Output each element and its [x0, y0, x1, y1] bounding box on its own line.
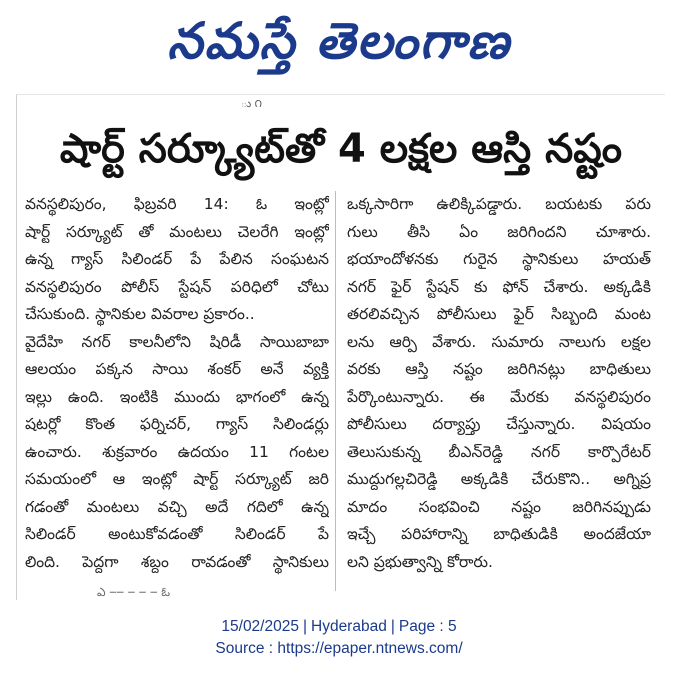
article-line: ఇల్లు ఉంది. ఇంటికి ముందు భాగంలో ఉన్న [25, 387, 329, 406]
footer-separator: | [302, 618, 307, 635]
article-line: షటర్లో కొంత ఫర్నిచర్, గ్యాస్ సిలిండర్లు [25, 415, 329, 433]
footer-page: Page : 5 [398, 618, 457, 635]
article-line: లను ఆర్పి వేశారు. సుమారు నాలుగు లక్షల [347, 332, 651, 351]
article-line: చేసుకుంది. స్థానికుల వివరాల ప్రకారం.. [25, 305, 255, 323]
article-line: సమయంలో ఆ ఇంట్లో షార్ట్ సర్క్యూట్ జరి [25, 470, 329, 488]
newspaper-masthead [0, 0, 678, 92]
footer-source[interactable]: Source : https://epaper.ntnews.com/ [215, 640, 463, 657]
footer-date: 15/02/2025 [221, 618, 299, 635]
footer-meta-line [0, 616, 678, 638]
article-line: ఉన్న గ్యాస్ సిలిండర్ పే పేలిన సంఘటన [25, 250, 329, 268]
article-line: నగర్ ఫైర్ స్టేషన్ కు ఫోన్ చేశారు. అక్కడికి [347, 277, 651, 296]
article-left-column [25, 191, 329, 576]
article-line: ఉంచారు. శుక్రవారం ఉదయం 11 గంటల [25, 442, 329, 461]
article-line: ఇచ్చే పరిహారాన్ని బాధితుడికి అందజేయా [347, 525, 651, 543]
article-line: ముద్దుగల్లచిరెడ్డి అక్కడికి చేరుకొని.. అగ్నిప్ర [347, 470, 651, 488]
footer-city: Hyderabad [311, 618, 387, 635]
article-line: లింది. పెద్దగా శబ్దం రావడంతో స్థానికులు [25, 552, 329, 571]
article-line: పోలీసులు దర్యాప్తు చేస్తున్నారు. విషయం [347, 415, 651, 433]
article-line: గడంతో మంటలు వచ్చి అదే గదిలో ఉన్న [25, 497, 329, 516]
footer-separator: | [390, 618, 395, 635]
article-line: వైదేహి నగర్ కాలనీలోని షిరిడీ సాయిబాబా [25, 332, 329, 351]
article-line: షార్ట్ సర్క్యూట్ తో మంటలు చెలరేగి ఇంట్లో [25, 222, 329, 241]
article-line: లని ప్రభుత్వాన్ని కోరారు. [347, 552, 493, 571]
article-headline: షార్ట్ సర్క్యూట్‌తో 4 లక్షల ఆస్తి నష్టం [59, 126, 623, 172]
clipping-bottom-fragment: ఎ ౼౼ ౼ ౼ ౼ ఓ [97, 585, 170, 599]
article-line: సిలిండర్ అంటుకోవడంతో సిలిండర్ పే [25, 525, 329, 543]
article-line: వనస్థలిపురం, ఫిబ్రవరి 14: ఓ ఇంట్లో [25, 195, 329, 213]
clipping-footer [0, 616, 678, 660]
article-line: తరలివచ్చిన పోలీసులు ఫైర్ సిబ్బంది మంట [347, 305, 651, 323]
column-divider [335, 191, 336, 591]
article-line: భయాందోళనకు గురైన స్థానికులు హయత్ [347, 250, 651, 268]
article-line: వరకు ఆస్తి నష్టం జరిగినట్లు బాధితులు [347, 360, 651, 378]
clipping-top-fragment: ు ౧ [241, 97, 262, 110]
article-line: తెలుసుకున్న బీఎన్‌రెడ్డి నగర్ కార్పొరేటర్ [347, 442, 651, 461]
article-right-column [347, 191, 651, 576]
newspaper-logo: నమస్తే తెలంగాణ [167, 12, 511, 70]
article-line: వనస్థలిపురం పోలీస్ స్టేషన్ పరిధిలో చోటు [25, 277, 329, 296]
article-line: గులు తీసి ఏం జరిగిందని చూశారు. [347, 222, 651, 241]
article-line: ఒక్కసారిగా ఉలిక్కిపడ్డారు. బయటకు పరు [347, 195, 651, 213]
article-line: ఆలయం పక్కన సాయి శంకర్ అనే వ్యక్తి [25, 360, 329, 378]
article-line: మాదం సంభవించి నష్టం జరిగినప్పుడు [347, 497, 651, 516]
news-clipping [16, 94, 665, 600]
article-line: పేర్కొంటున్నారు. ఈ మేరకు వనస్థలిపురం [347, 387, 651, 406]
